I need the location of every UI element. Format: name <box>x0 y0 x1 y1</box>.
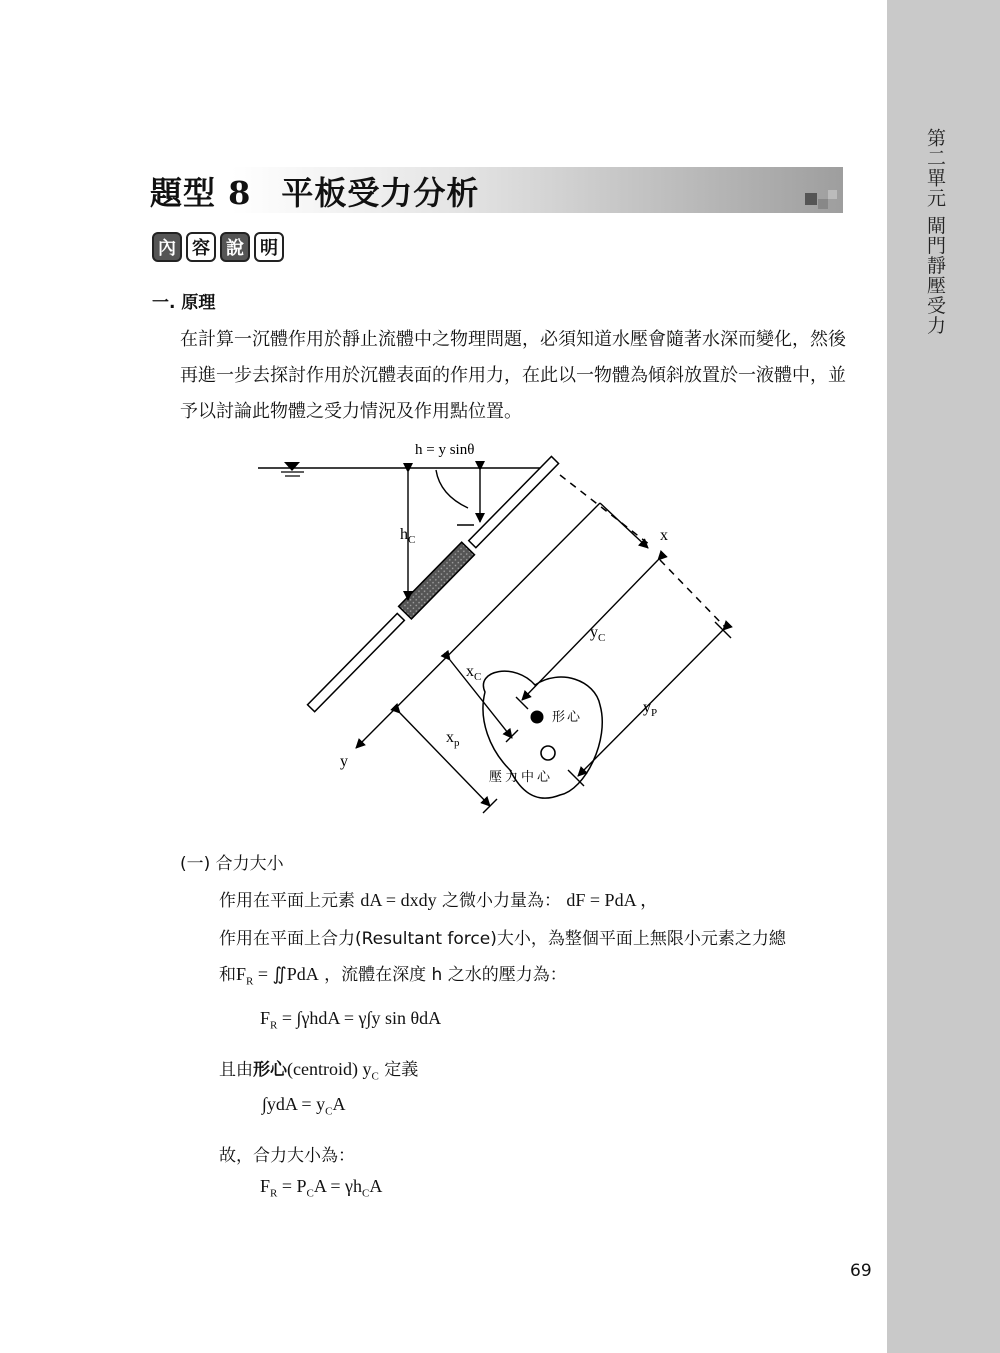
centroid-label: 形心 <box>552 709 583 724</box>
subsection-heading: (一) 合力大小 <box>180 854 284 874</box>
badge: 明 <box>254 232 284 262</box>
text-line: 且由形心(centroid) $y_C$ 定義 <box>219 1059 419 1083</box>
yp-label: $y_P$ <box>643 699 658 719</box>
badge: 容 <box>186 232 216 262</box>
page-title: 題型 8 平板受力分析 <box>150 174 480 212</box>
xp-label: $x_p$ <box>446 729 460 749</box>
hc-label: $h_C$ <box>400 526 416 546</box>
badge: 內 <box>152 232 182 262</box>
text-line: 故，合力大小為： <box>219 1146 355 1166</box>
equation-final: $F_R = P_CA = \gamma h_CA$ <box>260 1176 383 1200</box>
equation-centroid: $\int ydA = y_CA$ <box>262 1094 346 1118</box>
xc-label: $x_C$ <box>466 663 482 683</box>
text-line: 作用在平面上合力(Resultant force)大小，為整個平面上無限小元素之力總 <box>219 929 786 949</box>
badge: 說 <box>220 232 250 262</box>
yc-label: $y_C$ <box>590 624 606 644</box>
text-line: 作用在平面上元素 dA = dxdy 之微小力量為： dF = PdA ， <box>219 890 659 911</box>
text-line: 和$F_R$ = ∬PdA ，流體在深度 h 之水的壓力為： <box>219 964 567 988</box>
page-number: 69 <box>850 1261 872 1281</box>
equation-resultant: $F_R = \int\gamma hdA = \gamma\int y$ sin θdA <box>260 1008 442 1032</box>
section-heading: 一. 原理 <box>152 293 216 313</box>
centroid-point <box>531 711 544 724</box>
pressure-center-point <box>541 746 555 760</box>
angle-arc <box>436 470 468 508</box>
h-label: h = y sinθ <box>415 442 475 458</box>
chapter-label: 第二單元 閘門靜壓受力 <box>924 128 946 336</box>
pressure-center-label: 壓力中心 <box>489 769 554 784</box>
x-axis-label: x <box>660 527 668 544</box>
y-axis-label: y <box>340 753 348 770</box>
section-paragraph: 在計算一沉體作用於靜止流體中之物理問題，必須知道水壓會隨著水深而變化，然後再進一步去探討作用於沉體表面的作用力，在此以一物體為傾斜放置於一液體中，並予以討論此物體之受力情況及作用點位置。 <box>180 329 846 422</box>
water-surface-symbol <box>284 462 300 471</box>
